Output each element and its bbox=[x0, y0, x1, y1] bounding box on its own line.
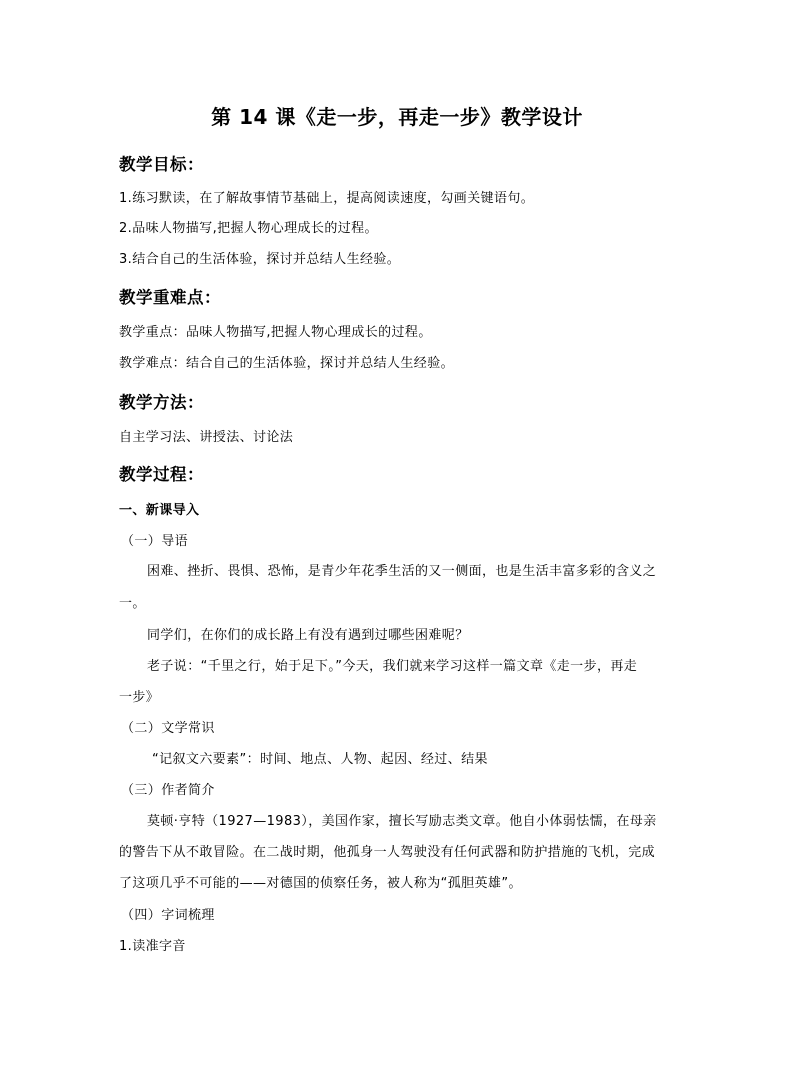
key-point-item-2: 教学难点：结合自己的生活体验，探讨并总结人生经验。 bbox=[119, 356, 455, 371]
paragraph-2: 同学们，在你们的成长路上有没有遇到过哪些困难呢？ bbox=[147, 628, 469, 643]
document-title: 第 14 课《走一步，再走一步》教学设计 bbox=[211, 105, 583, 129]
key-point-item-1: 教学重点：品味人物描写,把握人物心理成长的过程。 bbox=[119, 325, 432, 340]
key-points-heading: 教学重难点： bbox=[119, 288, 221, 307]
paragraph-1-line-2: 一。 bbox=[119, 596, 146, 611]
objective-item-1: 1.练习默读，在了解故事情节基础上，提高阅读速度，勾画关键语句。 bbox=[119, 191, 535, 206]
subsection-author: （三）作者简介 bbox=[121, 783, 215, 798]
paragraph-4: “记叙文六要素”：时间、地点、人物、起因、经过、结果 bbox=[152, 752, 488, 767]
methods-text: 自主学习法、讲授法、讨论法 bbox=[119, 430, 294, 445]
subsection-intro: （一）导语 bbox=[121, 534, 189, 549]
objectives-heading: 教学目标： bbox=[119, 155, 204, 174]
subsection-vocabulary: （四）字词梳理 bbox=[121, 908, 215, 923]
paragraph-5-line-1: 莫顿·亨特（1927—1983），美国作家，擅长写励志类文章。他自小体弱怯懦，在母亲 bbox=[147, 814, 657, 829]
vocabulary-item-1: 1.读准字音 bbox=[119, 939, 186, 954]
process-heading: 教学过程： bbox=[119, 465, 204, 484]
methods-heading: 教学方法： bbox=[119, 393, 204, 412]
paragraph-5-line-2: 的警告下从不敢冒险。在二战时期，他孤身一人驾驶没有任何武器和防护措施的飞机，完成 bbox=[119, 845, 656, 860]
paragraph-1-line-1: 困难、挫折、畏惧、恐怖，是青少年花季生活的又一侧面，也是生活丰富多彩的含义之 bbox=[147, 564, 657, 579]
subsection-literature: （二）文学常识 bbox=[121, 721, 215, 736]
objective-item-3: 3.结合自己的生活体验，探讨并总结人生经验。 bbox=[119, 252, 401, 267]
paragraph-5-line-3: 了这项几乎不可能的——对德国的侦察任务，被人称为“孤胆英雄”。 bbox=[119, 876, 522, 891]
objective-item-2: 2.品味人物描写,把握人物心理成长的过程。 bbox=[119, 221, 378, 236]
paragraph-3-line-2: 一步》 bbox=[119, 690, 160, 705]
process-part-1: 一、新课导入 bbox=[119, 503, 200, 518]
paragraph-3-line-1: 老子说：“千里之行，始于足下。”今天，我们就来学习这样一篇文章《走一步，再走 bbox=[147, 659, 638, 674]
